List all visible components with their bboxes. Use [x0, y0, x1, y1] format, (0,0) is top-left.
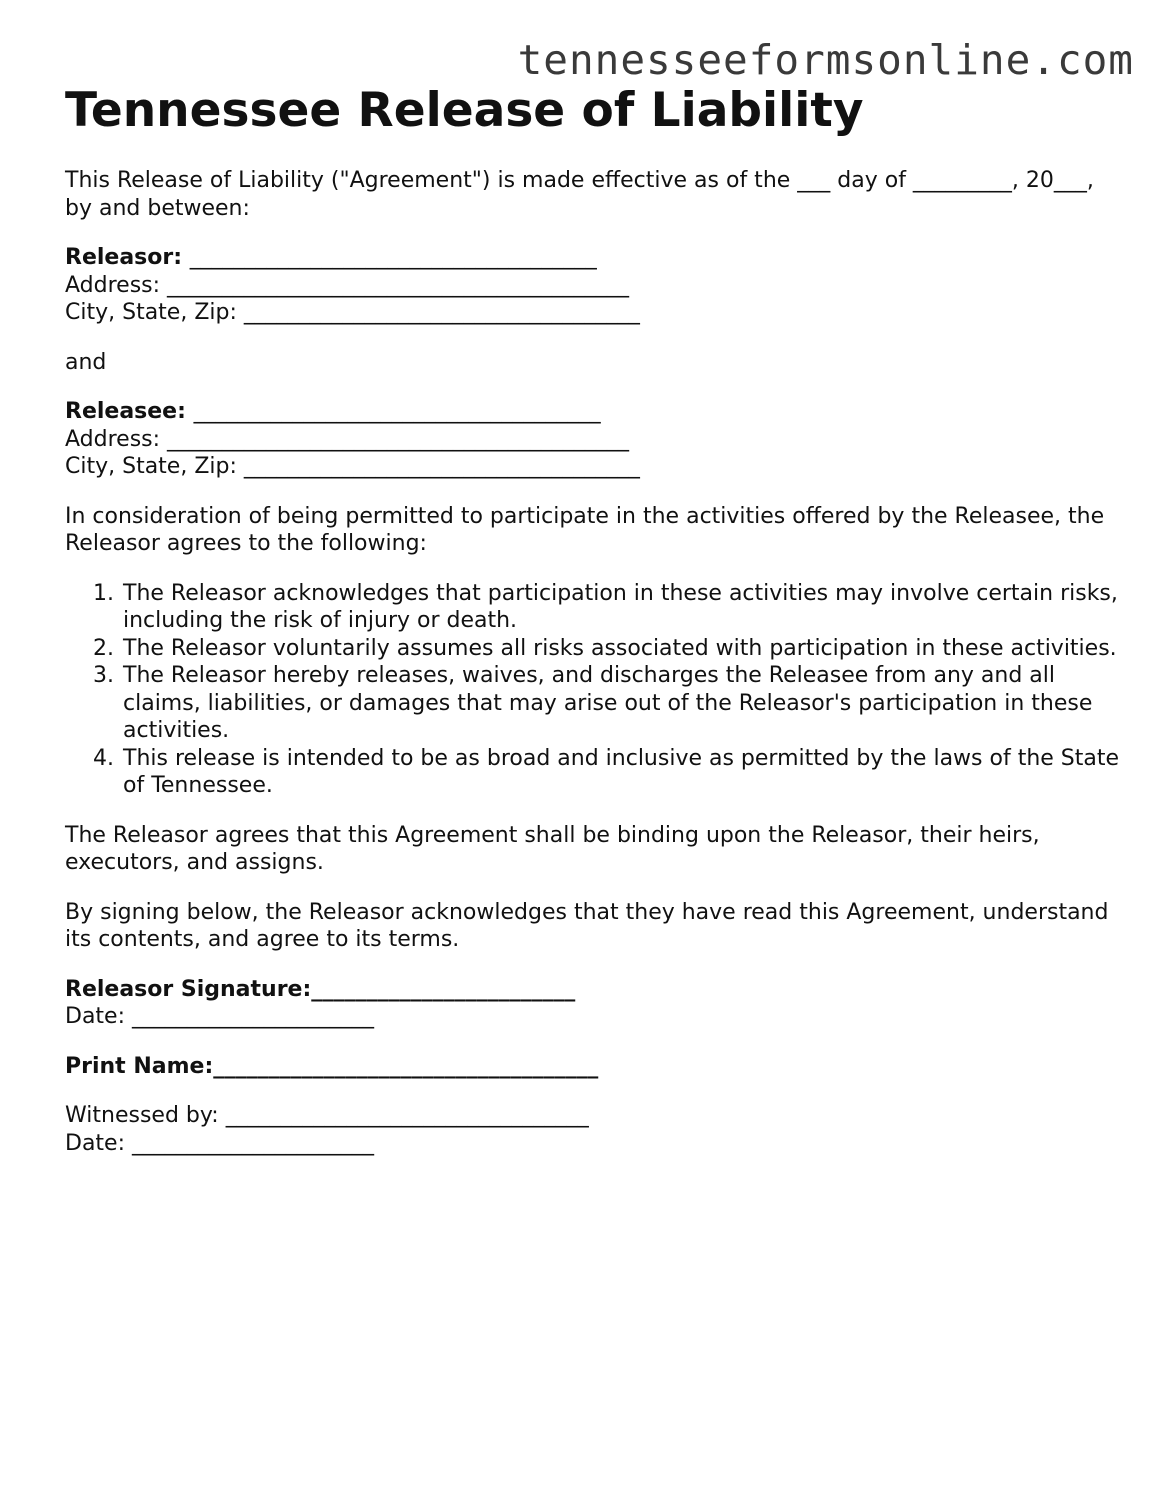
releasor-name-field: _____________________________________	[189, 245, 597, 270]
print-name-field: ___________________________________	[213, 1053, 599, 1079]
terms-list	[65, 580, 1125, 800]
signature-label: Releasor Signature:	[65, 976, 312, 1002]
intro-paragraph: This Release of Liability ("Agreement") is made effective as of the ___ day of _________, 20___, by and between:	[65, 168, 1094, 221]
releasee-block	[65, 398, 1125, 481]
releasor-address-line: Address: __________________________________________	[65, 272, 630, 298]
witness-line: Witnessed by: _________________________________	[65, 1103, 589, 1128]
signature-field: ________________________	[311, 976, 576, 1002]
witness-block	[65, 1102, 1125, 1157]
releasee-address-line: Address: __________________________________________	[65, 426, 630, 452]
document-page	[65, 85, 1125, 1179]
list-item: 1. The Releasor acknowledges that participation in these activities may involve certain risks, including the risk of injury or death.	[121, 580, 1125, 635]
releasor-name-line	[65, 244, 1125, 272]
acknowledgment-paragraph: By signing below, the Releasor acknowledges that they have read this Agreement, understand its contents, and agree to its terms.	[65, 899, 1109, 952]
releasee-name-line	[65, 398, 1125, 426]
watermark: tennesseeformsonline.com	[517, 36, 1134, 84]
signature-block	[65, 976, 1125, 1031]
and-text: and	[65, 349, 107, 375]
list-item: 2. The Releasor voluntarily assumes all risks associated with participation in these activities.	[121, 635, 1125, 663]
print-name-block	[65, 1053, 1125, 1081]
print-name-line	[65, 1053, 1125, 1081]
signature-date-line: Date: ______________________	[65, 1004, 374, 1029]
list-item: 4. This release is intended to be as broad and inclusive as permitted by the laws of the State of Tennessee.	[121, 745, 1125, 800]
releasee-name-field: _____________________________________	[193, 399, 601, 424]
witness-date-line: Date: ______________________	[65, 1130, 374, 1156]
releasee-label: Releasee:	[65, 399, 194, 424]
list-item: 3. The Releasor hereby releases, waives, and discharges the Releasee from any and all claims, liabilities, or damages that may arise out of the Releasor's participation in these activities.	[121, 662, 1125, 745]
releasor-city-state-zip-line: City, State, Zip: ____________________________________	[65, 300, 640, 325]
binding-paragraph: The Releasor agrees that this Agreement shall be binding upon the Releasor, their heirs, executors, and assigns.	[65, 822, 1040, 875]
print-name-label: Print Name:	[65, 1053, 214, 1079]
releasor-label: Releasor:	[65, 245, 190, 270]
consideration-paragraph: In consideration of being permitted to participate in the activities offered by the Releasee, the Releasor agrees to the following:	[65, 503, 1105, 556]
releasor-block	[65, 244, 1125, 327]
signature-line	[65, 976, 1125, 1004]
page-title: Tennessee Release of Liability	[65, 83, 864, 138]
releasee-city-state-zip-line: City, State, Zip: ____________________________________	[65, 454, 640, 479]
